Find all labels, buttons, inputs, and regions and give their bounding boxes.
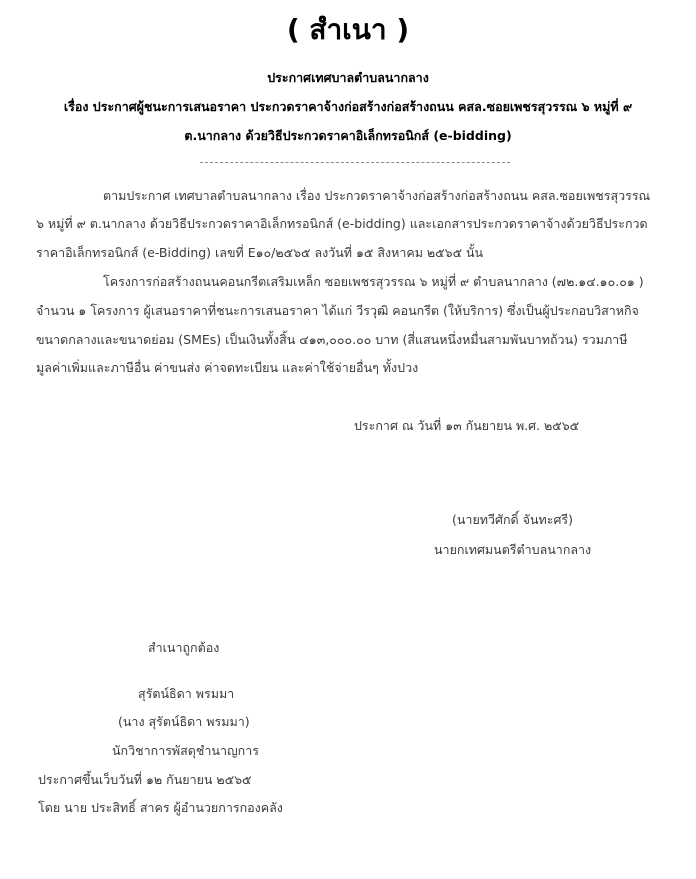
paragraph1-line2: ๖ หมู่ที่ ๙ ต.นากลาง ด้วยวิธีประกวดราคาอิเล็กทรอนิกส์ (e-bidding) และเอกสารประกวดราคาจ้างด้วยวิธีประกวด [36, 216, 648, 231]
paragraph1-line3: ราคาอิเล็กทรอนิกส์ (e-Bidding) เลขที่ E๑๐/๒๕๖๕ ลงวันที่ ๑๕ สิงหาคม ๒๕๖๕ นั้น [36, 245, 484, 260]
certifier-full-name: (นาง สุรัตน์ธิดา พรมมา) [118, 714, 250, 729]
announcement-subject-cont: ต.นากลาง ด้วยวิธีประกวดราคาอิเล็กทรอนิกส์ (e-bidding) [184, 128, 512, 143]
certifier-position: นักวิชาการพัสดุชำนาญการ [112, 743, 259, 758]
paragraph1-line1: ตามประกาศ เทศบาลตำบลนากลาง เรื่อง ประกวดราคาจ้างก่อสร้างก่อสร้างถนน คสล.ซอยเพชรสุวรรณ [103, 188, 651, 203]
web-post-date: ประกาศขึ้นเว็บวันที่ ๑๒ กันยายน ๒๕๖๕ [38, 772, 252, 787]
announce-date: ประกาศ ณ วันที่ ๑๓ กันยายน พ.ศ. ๒๕๖๕ [354, 418, 580, 433]
posted-by: โดย นาย ประสิทธิ์ สาคร ผู้อำนวยการกองคลัง [38, 800, 283, 815]
certifier-signature-name: สุรัตน์ธิดา พรมมา [138, 686, 235, 701]
announcement-issuer: ประกาศเทศบาลตำบลนากลาง [267, 70, 429, 85]
paragraph2-line3: ขนาดกลางและขนาดย่อม (SMEs) เป็นเงินทั้งสิ้น ๔๑๓,๐๐๐.๐๐ บาท (สี่แสนหนึ่งหมื่นสามพันบาทถ้วน) รวมภาษี [36, 332, 628, 347]
signer-name: (นายทวีศักดิ์ จันทะศรี) [452, 512, 573, 527]
announcement-subject: เรื่อง ประกาศผู้ชนะการเสนอราคา ประกวดราคาจ้างก่อสร้างก่อสร้างถนน คสล.ซอยเพชรสุวรรณ ๖ หมู่ที่ ๙ [63, 99, 633, 114]
certified-copy-label: สำเนาถูกต้อง [148, 640, 220, 655]
copy-stamp-title: ( สำเนา ) [286, 13, 410, 46]
header-divider [200, 162, 510, 163]
paragraph2-line4: มูลค่าเพิ่มและภาษีอื่น ค่าขนส่ง ค่าจดทะเบียน และค่าใช้จ่ายอื่นๆ ทั้งปวง [36, 360, 419, 375]
paragraph2-line2: จำนวน ๑ โครงการ ผู้เสนอราคาที่ชนะการเสนอราคา ได้แก่ วีรวุฒิ คอนกรีต (ให้บริการ) ซึ่งเป็นผู้ประกอบวิสาหกิจ [36, 303, 639, 318]
paragraph2-line1: โครงการก่อสร้างถนนคอนกรีตเสริมเหล็ก ซอยเพชรสุวรรณ ๖ หมู่ที่ ๙ ตำบลนากลาง (๗๒.๑๔.๑๐.๐๑ ) [103, 274, 644, 289]
signer-position: นายกเทศมนตรีตำบลนากลาง [434, 542, 592, 557]
